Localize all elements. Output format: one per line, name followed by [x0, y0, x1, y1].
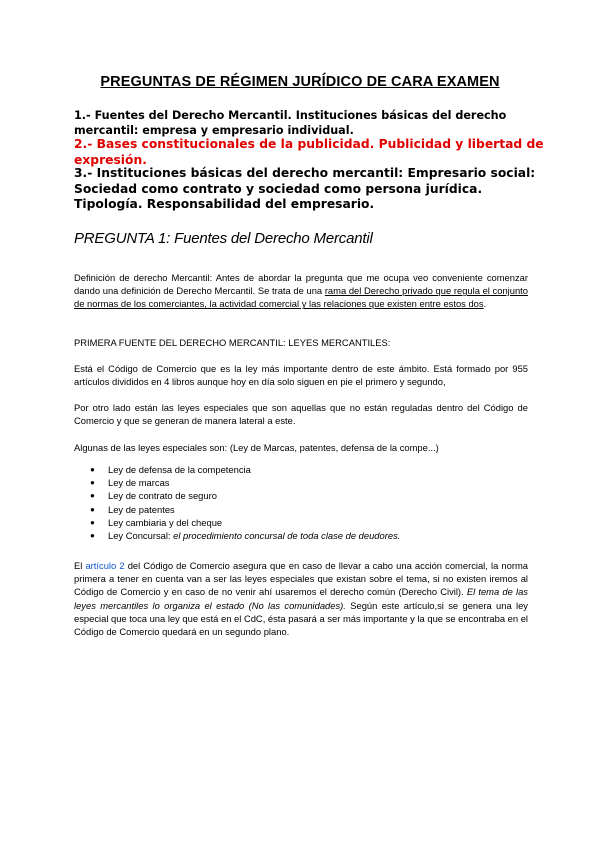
- first-source-heading: PRIMERA FUENTE DEL DERECHO MERCANTIL: LEYES MERCANTILES:: [74, 337, 391, 348]
- bullet-icon: ●: [90, 517, 95, 527]
- special-laws-list: [88, 463, 400, 542]
- list-item-text: Ley de marcas: [108, 477, 170, 489]
- list-item-text: Ley cambiaria y del cheque: [108, 516, 223, 528]
- special-laws-paragraph: Por otro lado están las leyes especiales que son aquellas que no están reguladas dentro del Código de Comercio y que se generan de manera lateral a este.: [74, 402, 528, 427]
- toc-item-2: 2.- Bases constitucionales de la publicidad. Publicidad y libertad de expresión.: [74, 137, 544, 167]
- list-item-text: Ley de contrato de seguro: [108, 490, 217, 502]
- definition-paragraph: [74, 271, 528, 311]
- list-item: [88, 489, 400, 502]
- list-item: [88, 476, 400, 489]
- article-2-end: Según este artículo,si se genera una ley especial que toca una ley que está en el CdC, ésta pasará a ser más importante y la que se encontraba en el Código de Comercio quedará en un segundo plano.: [74, 599, 528, 638]
- list-item: [88, 529, 400, 542]
- definition-underlined: rama del Derecho privado que regula el conjunto de normas de los comerciantes, la actividad comercial y las relaciones que existen entre estos dos: [74, 285, 528, 310]
- document-title: PREGUNTAS DE RÉGIMEN JURÍDICO DE CARA EXAMEN: [100, 74, 500, 90]
- bullet-icon: ●: [90, 478, 95, 488]
- article-2-paragraph: [74, 559, 528, 638]
- article-2-link[interactable]: artículo 2: [85, 560, 125, 571]
- section-heading: PREGUNTA 1: Fuentes del Derecho Mercantil: [74, 230, 373, 247]
- list-item: [88, 516, 400, 529]
- list-item: [88, 463, 400, 476]
- article-2-start: El: [74, 560, 86, 571]
- article-2-italic: El tema de las leyes mercantiles lo organiza el estado (No las comunidades).: [74, 586, 528, 611]
- bullet-icon: ●: [90, 491, 95, 501]
- definition-end: .: [483, 298, 487, 310]
- list-item-text: Ley Concursal:: [108, 530, 174, 542]
- codigo-paragraph: Está el Código de Comercio que es la ley más importante dentro de este ámbito. Está formado por 955 artículos divididos en 4 libros aunque hoy en día solo siguen en pie el primero y segundo,: [74, 363, 528, 388]
- list-item-italic: el procedimiento concursal de toda clase de deudores.: [173, 530, 401, 542]
- list-item-text: Ley de defensa de la competencia: [108, 464, 251, 475]
- definition-intro: Definición de derecho Mercantil: Antes de abordar la pregunta que me ocupa veo conveniente comenzar dando una definición de Derecho Mercantil. Se trata de una: [74, 272, 528, 297]
- toc-item-1: 1.- Fuentes del Derecho Mercantil. Instituciones básicas del derecho mercantil: empresa y empresario individual.: [74, 109, 507, 137]
- bullet-icon: ●: [90, 465, 95, 474]
- article-2-body: del Código de Comercio asegura que en caso de llevar a cabo una acción comercial, la norma primera a tener en cuenta van a ser las leyes especiales que existan sobre el tema, si no existen iremos al Código de Comercio y en caso de no venir ahí usaremos el derecho común (Derecho Civil).: [74, 560, 528, 598]
- toc-item-3: 3.- Instituciones básicas del derecho mercantil: Empresario social: Sociedad como contrato y sociedad como persona jurídica. Tipología. Responsabilidad del empresario.: [74, 166, 536, 211]
- list-item-text: Ley de patentes: [108, 503, 175, 515]
- bullet-icon: ●: [90, 504, 95, 514]
- list-item: [88, 503, 400, 516]
- bullet-icon: ●: [90, 531, 95, 541]
- special-laws-intro: Algunas de las leyes especiales son: (Ley de Marcas, patentes, defensa de la compe...): [74, 442, 439, 453]
